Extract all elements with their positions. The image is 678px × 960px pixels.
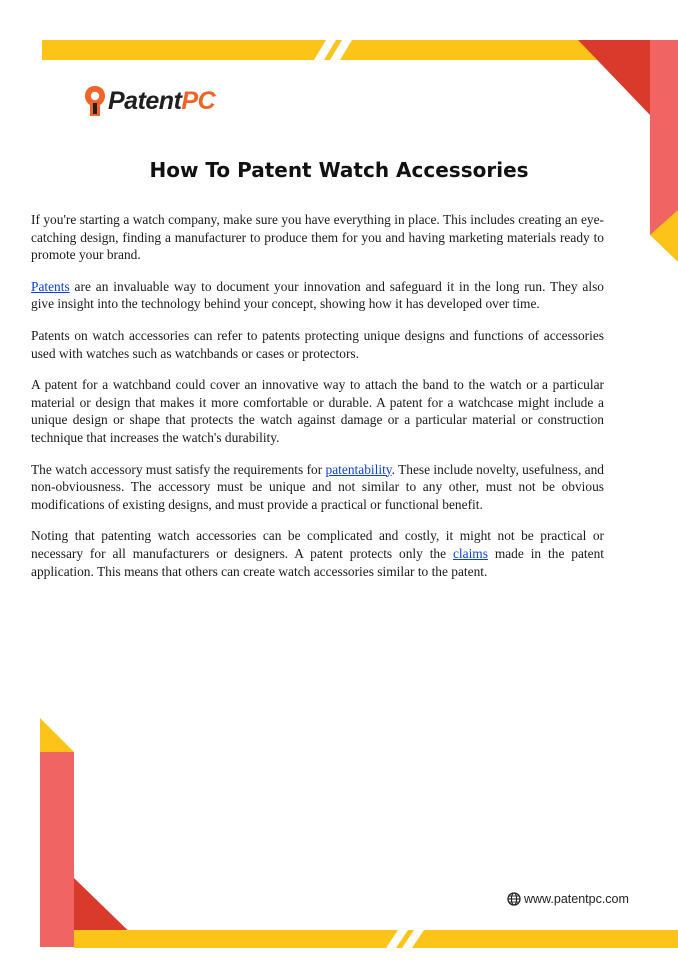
left-yellow-triangle: [40, 718, 74, 752]
paragraph-5-after: . These include novelty, usefulness, and non-obviousness. The accessory must be unique and not similar to any other, must not be obvious modifications of existing designs, and must provide a practical or functional benefit.: [31, 461, 604, 512]
footer-url-text: www.patentpc.com: [524, 892, 629, 906]
globe-icon: [507, 892, 521, 906]
paragraph-6: [31, 527, 604, 580]
paragraph-2-text: are an invaluable way to document your innovation and safeguard it in the long run. They also give insight into the technology behind your concept, showing how it has developed over time.: [31, 278, 604, 312]
page-title: How To Patent Watch Accessories: [149, 158, 529, 182]
paragraph-3: Patents on watch accessories can refer to patents protecting unique designs and functions of accessories used with watches such as watchbands or cases or protectors.: [31, 327, 604, 361]
patents-link[interactable]: Patents: [31, 278, 70, 294]
logo-accent-text: PC: [181, 86, 216, 115]
claims-link[interactable]: claims: [452, 545, 488, 561]
paragraph-5-before: The watch accessory must satisfy the requirements for: [31, 461, 326, 477]
logo-mark-icon: [84, 85, 106, 117]
patentability-link[interactable]: patentability: [325, 461, 392, 477]
article-body: [31, 211, 604, 594]
patentpc-logo: [84, 84, 215, 118]
footer-website: [507, 890, 629, 908]
paragraph-5: [31, 461, 604, 514]
logo-main-text: Patent: [108, 86, 182, 115]
paragraph-2: [31, 278, 604, 313]
paragraph-6-after: made in the patent application. This means that others can create watch accessories similar to the patent.: [31, 545, 604, 579]
left-coral-bar: [40, 752, 74, 947]
bottom-yellow-bar: [74, 930, 678, 948]
paragraph-4: A patent for a watchband could cover an innovative way to attach the band to the watch or a particular material or design that makes it more comfortable or durable. A patent for a watchcase might include a unique design or shape that protects the watch against damage or a particular material or construction technique that increases the watch's durability.: [31, 377, 604, 445]
paragraph-6-before: Noting that patenting watch accessories can be complicated and costly, it might not be practical or necessary for all manufacturers or designers. A patent protects only the: [31, 528, 604, 561]
right-coral-bar: [650, 40, 678, 235]
paragraph-1: If you're starting a watch company, make sure you have everything in place. This includes creating an eye-catching design, finding a manufacturer to produce them for you and having marketing materials ready to promote your brand.: [31, 212, 604, 263]
